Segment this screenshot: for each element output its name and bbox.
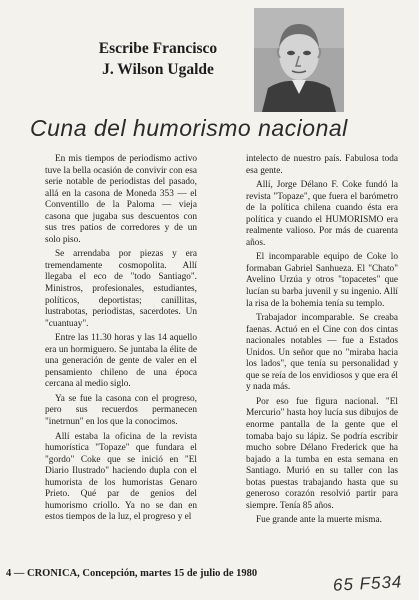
author-portrait-photo xyxy=(254,8,344,112)
paragraph: Se arrendaba por piezas y era tremendamente cosmopolita. Allí llegaba el eco de "todo Santiago". Ministros, profesionales, estudiantes, políticos, deportistas; canillitas, lustrabotas, periodistas, sacerdotes. Un "cuantuay". xyxy=(45,249,197,329)
page-footer: 4 — CRONICA, Concepción, martes 15 de julio de 1980 xyxy=(6,568,258,579)
handwritten-archive-code: 65 F534 xyxy=(332,572,403,595)
headline: Cuna del humorismo nacional xyxy=(30,115,348,141)
paragraph: Allí, Jorge Délano F. Coke fundó la revista "Topaze", que fuera el barómetro de la política chilena cuando ésta era política y cuando el HUMORISMO era realmente valioso. Por más de cuarenta años. xyxy=(246,180,398,248)
paragraph: Fue grande ante la muerte misma. xyxy=(256,515,382,526)
paragraph-continuation: intelecto de nuestro país. Fabulosa toda esa gente. xyxy=(246,154,398,176)
article-column-right xyxy=(246,154,398,530)
paragraph: Trabajador incomparable. Se creaba faenas. Actuó en el Cine con dos cintas nacionales notables — fue a Estados Unidos. Un señor que no "miraba hacia los lados", que tenía su personalidad y que se reía de los envidiosos y que era él y nada más. xyxy=(246,313,398,393)
article-column-left xyxy=(45,154,197,527)
paragraph: El incomparable equipo de Coke lo formaban Gabriel Sanhueza. El "Chato" Avelino Urzúa y otros "topacetes" que lucían su barba juvenil y su ingenio. Allí la risa de la bohemia tenía su templo. xyxy=(246,252,398,309)
paragraph: Ya se fue la casona con el progreso, pero sus recuerdos permanecen "inetrnun" en los que la conocimos. xyxy=(45,393,197,428)
byline-line-1: Escribe Francisco xyxy=(98,40,218,57)
paragraph: Allí estaba la oficina de la revista humorística "Topaze" que fundara el "gordo" Coke que se inició en "El Diario Ilustrado" haciendo dupla con el humorista de los humoristas Genaro Prieto. Qué par de genios del humorismo criollo. Ya no se dan en estos tiempos de la luz, el progreso y el xyxy=(45,431,197,523)
portrait-image xyxy=(254,8,344,112)
byline xyxy=(58,38,258,80)
byline-line-2: J. Wilson Ugalde xyxy=(102,61,214,78)
paragraph: Por eso fue figura nacional. "El Mercurio" hasta hoy lucía sus dibujos de enorme pantalla de la gente que el tomaba bajo su lápiz. Se podría escribir mucho sobre Délano Frederick que ha bajado a la tumba en esta semana en Santiago. Murió en su taller con las botas puestas trabajando hasta que su generoso corazón resolvió partir para siempre. Tenía 85 años. xyxy=(246,396,398,511)
paragraph: Entre las 11.30 horas y las 14 aquello era un hormiguero. Se juntaba la élite de una generación de gente de valer en el pensamiento chileno de una época cercana al medio siglo. xyxy=(45,333,197,390)
paragraph: En mis tiempos de periodismo activo tuve la bella ocasión de convivir con esa serie notable de periodistas del pasado, allá en la casona de Moneda 353 — el Conventillo de la Paloma — vieja casona que jugaba sus descuentos con sus tres patios de corredores y de un solo piso. xyxy=(45,154,197,245)
